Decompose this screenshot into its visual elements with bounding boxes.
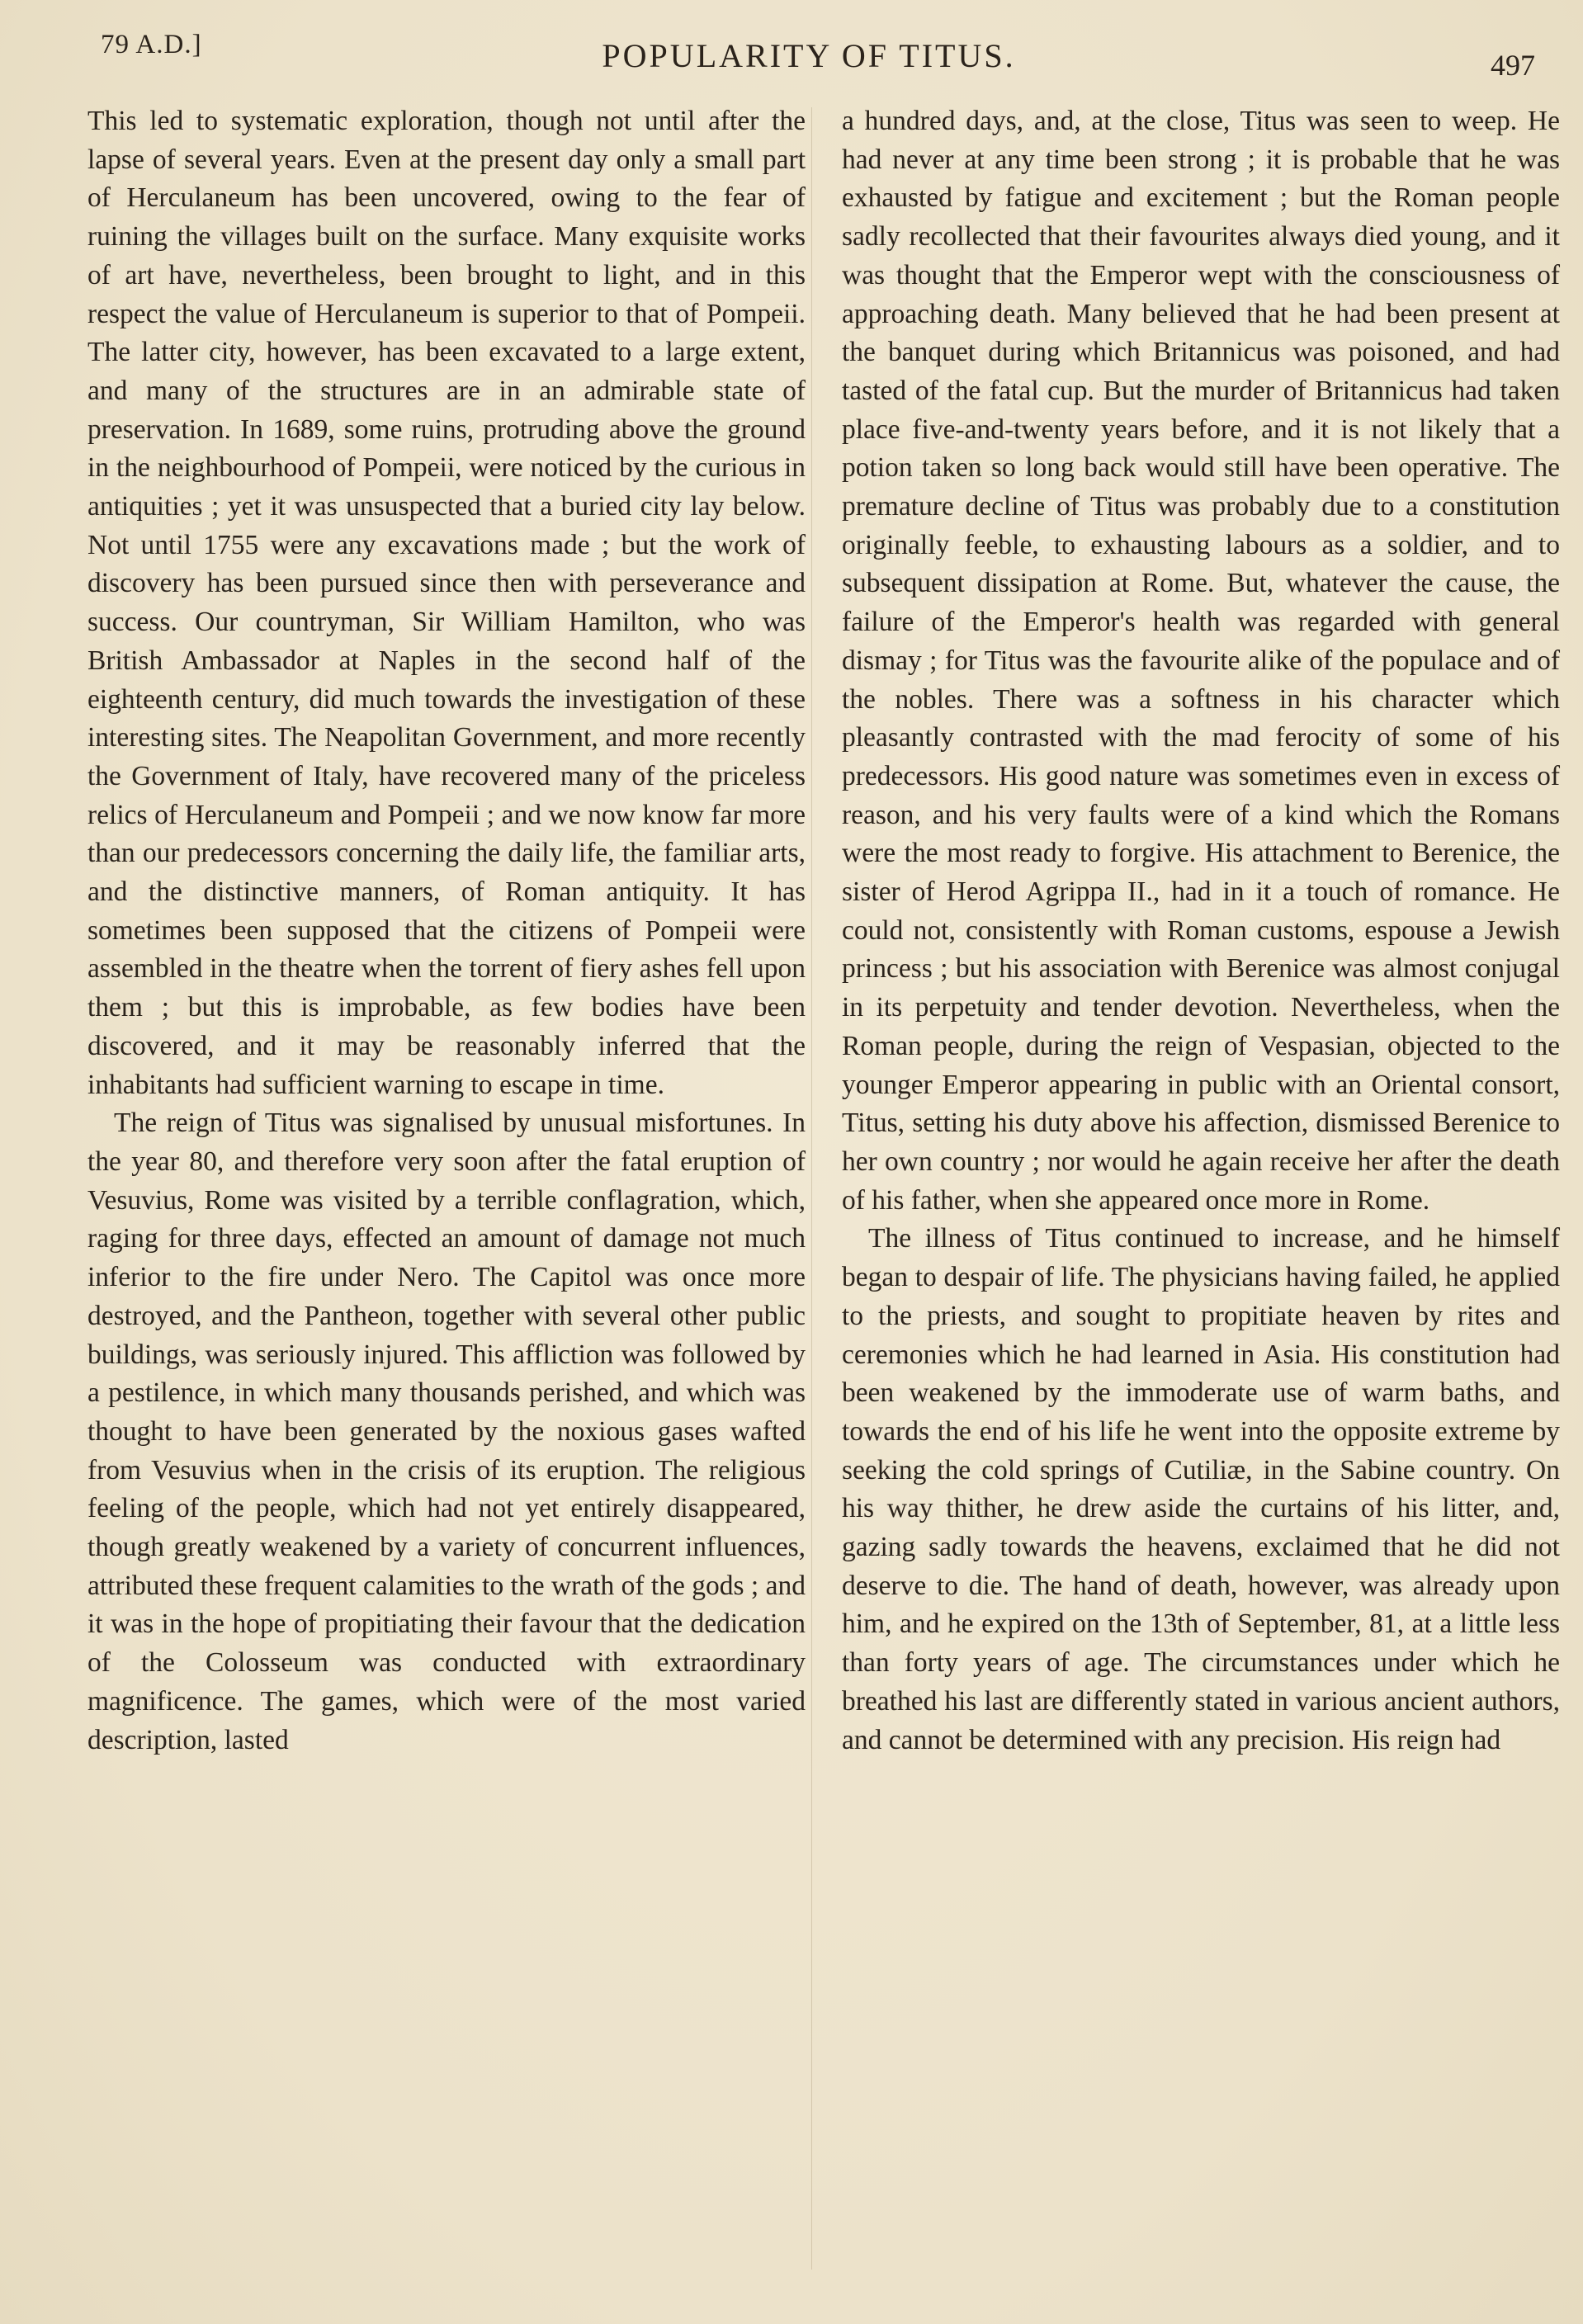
running-head-date: 79 A.D.] — [101, 30, 202, 59]
running-head — [83, 30, 1535, 82]
paragraph: This led to systematic exploration, though not until after the lapse of several years. Even at the present day only a small part of Herculaneum has been uncovered, owing to the fear of ruining the villages built on the surface. Many exquisite works of art have, nevertheless, been brought to light, and in this respect the value of Herculaneum is superior to that of Pompeii. The latter city, however, has been excavated to a large extent, and many of the structures are in an admirable state of preservation. In 1689, some ruins, protruding above the ground in the neighbourhood of Pompeii, were noticed by the curious in antiquities ; yet it was unsuspected that a buried city lay below. Not until 1755 were any excavations made ; but the work of discovery has been pursued since then with perseverance and success. Our countryman, Sir William Hamilton, who was British Ambassador at Naples in the second half of the eighteenth century, did much towards the investigation of these interesting sites. The Neapolitan Government, and more recently the Government of Italy, have recovered many of the priceless relics of Herculaneum and Pompeii ; and we now know far more than our predecessors concerning the daily life, the familiar arts, and the distinctive manners, of Roman antiquity. It has sometimes been supposed that the citizens of Pompeii were assembled in the theatre when the torrent of fiery ashes fell upon them ; but this is improbable, as few bodies have been discovered, and it may be reasonably inferred that the inhabitants had sufficient warning to escape in time. — [87, 106, 806, 1100]
left-column — [87, 102, 806, 1760]
page-number: 497 — [1491, 49, 1535, 82]
right-column — [842, 102, 1560, 1760]
running-head-title: POPULARITY OF TITUS. — [602, 37, 1016, 74]
paragraph: The illness of Titus continued to increase, and he himself began to despair of life. The physicians having failed, he applied to the priests, and sought to propitiate heaven by rites and ceremonies which he had learned in Asia. His constitution had been weakened by the immoderate use of warm baths, and towards the end of his life he went into the opposite extreme by seeking the cold springs of Cutiliæ, in the Sabine country. On his way thither, he drew aside the curtains of his litter, and, gazing sadly towards the heavens, exclaimed that he did not deserve to die. The hand of death, however, was already upon him, and he expired on the 13th of September, 81, at a little less than forty years of age. The circumstances under which he breathed his last are differently stated in various ancient authors, and cannot be determined with any precision. His reign had — [842, 1223, 1560, 1755]
text-columns — [87, 102, 1560, 2265]
paragraph: The reign of Titus was signalised by unusual misfortunes. In the year 80, and therefore very soon after the fatal eruption of Vesuvius, Rome was visited by a terrible conflagration, which, raging for three days, effected an amount of damage not much inferior to the fire under Nero. The Capitol was once more destroyed, and the Pantheon, together with several other public buildings, was seriously injured. This affliction was followed by a pestilence, in which many thousands perished, and which was thought to have been generated by the noxious gases wafted from Vesuvius when in the crisis of its eruption. The religious feeling of the people, which had not yet entirely disappeared, though greatly weakened by a variety of concurrent influences, attributed these frequent calamities to the wrath of the gods ; and it was in the hope of propitiating their favour that the dedication of the Colosseum was conducted with extraordinary magnificence. The games, which were of the most varied description, lasted — [87, 1108, 806, 1755]
paragraph: a hundred days, and, at the close, Titus was seen to weep. He had never at any time been strong ; it is probable that he was exhausted by fatigue and excitement ; but the Roman people sadly recollected that their favourites always died young, and it was thought that the Emperor wept with the consciousness of approaching death. Many believed that he had been present at the banquet during which Britannicus was poisoned, and had tasted of the fatal cup. But the murder of Britannicus had taken place five-and-twenty years before, and it is not likely that a potion taken so long back would still have been operative. The premature decline of Titus was probably due to a constitution originally feeble, to exhausting labours as a soldier, and to subsequent dissipation at Rome. But, whatever the cause, the failure of the Emperor's health was regarded with general dismay ; for Titus was the favourite alike of the populace and of the nobles. There was a softness in his character which pleasantly contrasted with the mad ferocity of some of his predecessors. His good nature was sometimes even in excess of reason, and his very faults were of a kind which the Romans were the most ready to forgive. His attachment to Berenice, the sister of Herod Agrippa II., had in it a touch of romance. He could not, consistently with Roman customs, espouse a Jewish princess ; but his association with Berenice was almost conjugal in its perpetuity and tender devotion. Nevertheless, when the Roman people, during the reign of Vespasian, objected to the younger Emperor appearing in public with an Oriental consort, Titus, setting his duty above his affection, dismissed Berenice to her own country ; nor would he again receive her after the death of his father, when she appeared once more in Rome. — [842, 106, 1560, 1216]
